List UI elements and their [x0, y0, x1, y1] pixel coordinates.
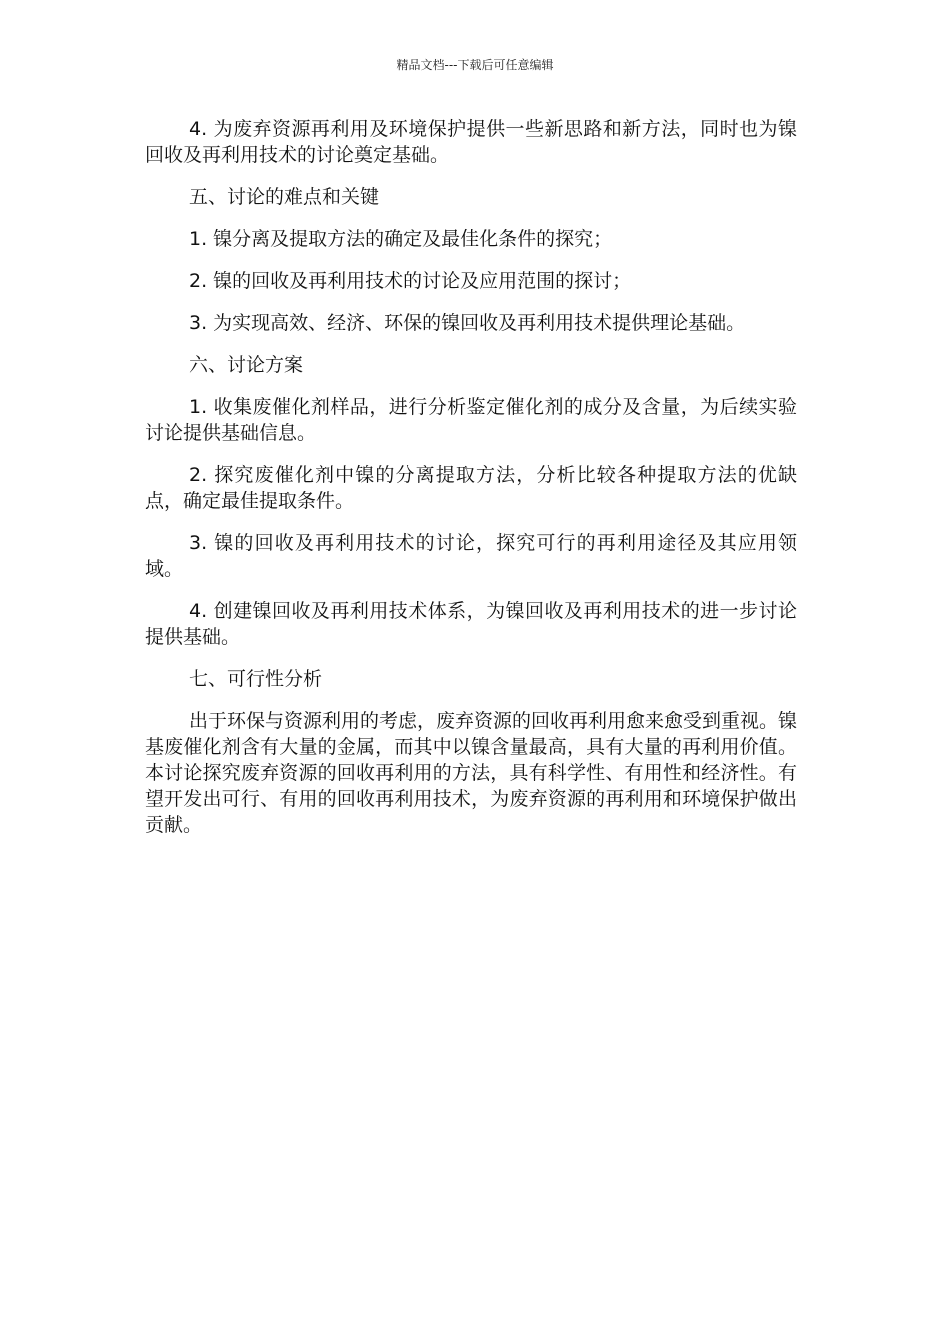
plan-item-1: 1. 收集废催化剂样品，进行分析鉴定催化剂的成分及含量，为后续实验讨论提供基础信息。 — [145, 396, 797, 444]
difficulty-item-2: 2. 镍的回收及再利用技术的讨论及应用范围的探讨； — [189, 270, 632, 292]
section-heading-plan: 六、讨论方案 — [189, 354, 304, 376]
difficulty-item-3: 3. 为实现高效、经济、环保的镍回收及再利用技术提供理论基础。 — [189, 312, 746, 334]
section-heading-difficulties: 五、讨论的难点和关键 — [189, 186, 380, 208]
difficulty-item-1: 1. 镍分离及提取方法的确定及最佳化条件的探究； — [189, 228, 613, 250]
page-header: 精品文档---下载后可任意编辑 — [396, 58, 554, 72]
objective-item-4: 4. 为废弃资源再利用及环境保护提供一些新思路和新方法，同时也为镍回收及再利用技术的讨论奠定基础。 — [145, 118, 797, 166]
feasibility-paragraph: 出于环保与资源利用的考虑，废弃资源的回收再利用愈来愈受到重视。镍基废催化剂含有大量的金属，而其中以镍含量最高，具有大量的再利用价值。本讨论探究废弃资源的回收再利用的方法，具有科学性、有用性和经济性。有望开发出可行、有用的回收再利用技术，为废弃资源的再利用和环境保护做出贡献。 — [145, 710, 798, 836]
document-body — [145, 116, 797, 854]
section-heading-feasibility: 七、可行性分析 — [189, 668, 323, 690]
plan-item-4: 4. 创建镍回收及再利用技术体系，为镍回收及再利用技术的进一步讨论提供基础。 — [145, 600, 797, 648]
plan-item-2: 2. 探究废催化剂中镍的分离提取方法，分析比较各种提取方法的优缺点，确定最佳提取条件。 — [145, 464, 797, 512]
plan-item-3: 3. 镍的回收及再利用技术的讨论，探究可行的再利用途径及其应用领域。 — [145, 532, 797, 580]
